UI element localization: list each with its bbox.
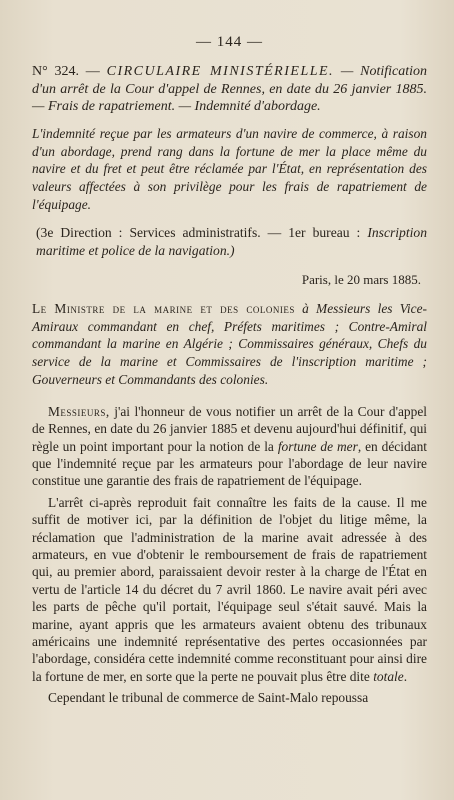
address-recipients: à Messieurs les Vice-Amiraux commandant en chef, Préfets maritimes ; Contre-Amiral commandant la marine en Algérie ; Commissaires généraux, Chefs du service de la marine et Commissaires de l'inscription maritime ; Gouverneurs et Commandants des colonies.	[32, 300, 427, 387]
paragraph1-text-b: , en décidant que l'indemnité reçue par les armateurs pour l'abordage de leur navire constitue une garantie des frais de rapatriement de l'équipage.	[32, 438, 428, 489]
salutation: Messieurs,	[48, 403, 110, 419]
body-paragraph-2	[32, 494, 427, 685]
body-paragraph-1	[32, 403, 427, 490]
direction-line	[32, 224, 427, 260]
address-paragraph	[32, 300, 427, 389]
page-number: — 144 —	[196, 34, 263, 50]
circular-subject: — Notification d'un arrêt de la Cour d'appel de Rennes, en date du 26 janvier 1885. — Frais de rapatriement. — Indemnité d'abordage.	[32, 64, 427, 115]
place-date: Paris, le 20 mars 1885.	[301, 271, 421, 287]
paragraph2-italic: totale	[373, 668, 404, 684]
paragraph1-text-a: j'ai l'honneur de vous notifier un arrêt de la Cour d'appel de Rennes, en date du 26 janvier 1885 et devenu aujourd'hui définitif, qui règle un point important pour la notion de la	[32, 403, 427, 454]
paragraph2-text-a: L'arrêt ci-après reproduit fait connaître les faits de la cause. Il me suffit de motiver ici, par la définition de l'objet du litige même, la réclamation que l'administration de la marine avait adressée à des armateurs, en vue d'obtenir le remboursement de frais de rapatriement qui, au premier abord, paraissaient devoir rester à la charge de l'État en vertu de l'article 14 du décret du 7 avril 1860. Le navire avait péri avec les parts de pêche qu'il portait, l'équipage seul s'était sauvé. Mais la marine, ayant appris que les armateurs avaient obtenu des tribunaux américains une indemnité représentative des pertes occasionnées par l'abordage, considéra cette indemnité comme reconstituant pour ainsi dire la fortune de mer, en sorte que la perte ne pouvait plus être dite	[32, 494, 427, 684]
direction-service: (3e Direction : Services administratifs. — 1er bureau :	[36, 224, 361, 240]
circular-heading	[32, 63, 427, 116]
circular-title: CIRCULAIRE MINISTÉRIELLE.	[106, 64, 335, 79]
paragraph1-italic: fortune de mer	[277, 438, 358, 454]
body-paragraph-3: Cependant le tribunal de commerce de Saint-Malo repoussa	[48, 690, 369, 706]
summary-paragraph: L'indemnité reçue par les armateurs d'un navire de commerce, à raison d'un abordage, prend rang dans la fortune de mer la place même du navire et du fret et peut être réclamée par l'État, en représentation des valeurs affectées à son privilège pour les frais de rapatriement de l'équipage.	[32, 125, 427, 212]
direction-bureau: Inscription maritime et police de la navigation.)	[36, 224, 427, 258]
paragraph2-text-b: .	[403, 668, 408, 684]
address-sender: Le Ministre de la marine et des colonies	[32, 300, 295, 316]
circular-number: N° 324. —	[32, 64, 100, 79]
